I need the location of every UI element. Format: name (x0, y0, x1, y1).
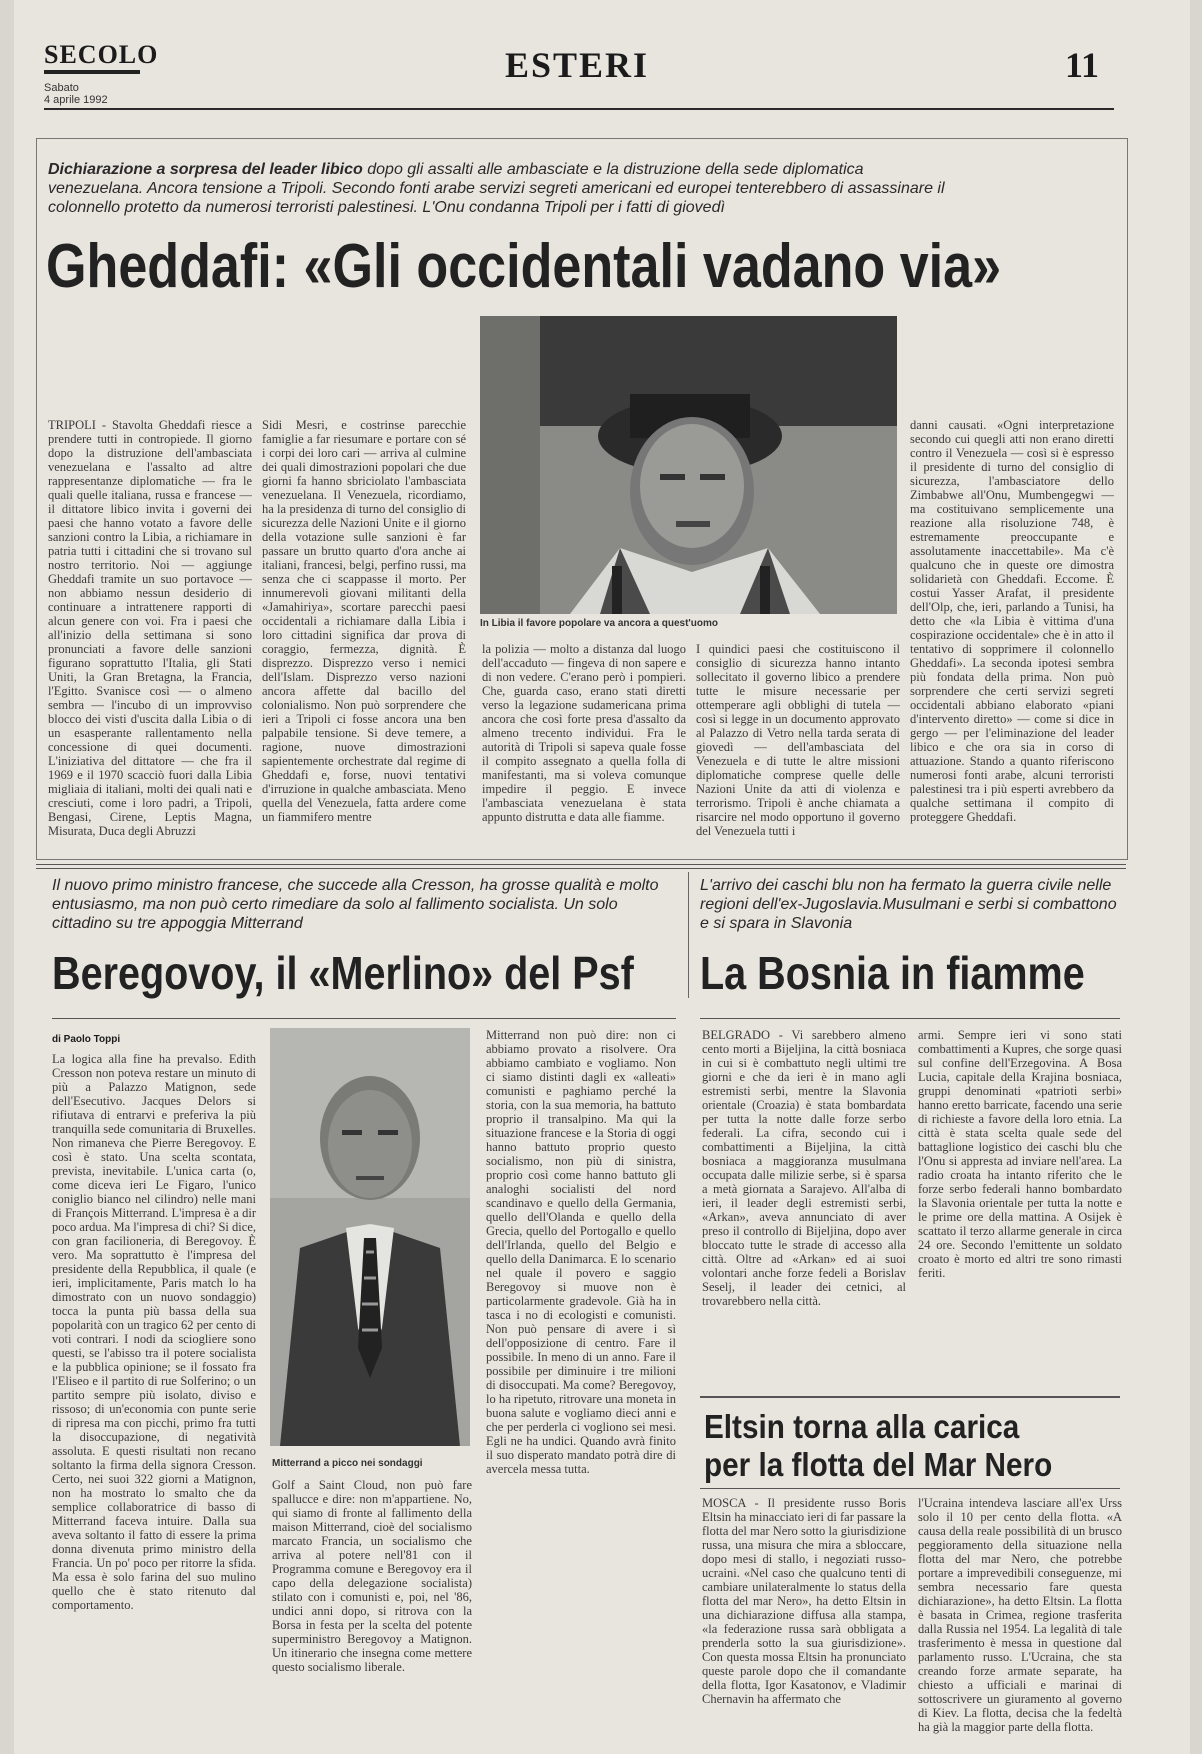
story2-column-3: Mitterrand non può dire: non ci abbiamo provato a risolvere. Ora abbiamo cambiato e vogliamo. Non ci siamo distinti dagli ex «alleati» comunisti e paghiamo perché la storia, con la sua memoria, ha battuto proprio il transalpino. Ma qui la situazione francese e la Storia di oggi hanno battuto proprio questo socialismo, non più di sinistra, proprio così come hanno battuto gli analoghi socialisti del nord scandinavo e quello della Germania, quello dell'Olanda e quello della Grecia, quello del Portogallo e quello dell'Irlanda, quello del Belgio e quello della Danimarca. E lo scenario nel quale il povero e saggio Beregovoy si muove non è particolarmente gradevole. Già ha in tasca i no di ecologisti e comunisti. Non può pensare di avere i sì dell'opposizione di centro. Fare il possibile. In meno di un anno. Fare il possibile per diminuire i tre milioni di disoccupati. Ma come? Beregovoy, lo ha ripetuto, ritrovare una moneta in buona salute e vogliamo dieci anni e che per perderla ci vogliono sei mesi. Egli ne ha undici. Quando avrà finito il suo disperato mandato potrà dire di avercela messa tutta. (486, 1028, 676, 1476)
logo-underline (44, 70, 140, 74)
page-number: 11 (1065, 45, 1100, 85)
beregovoy-photo-image (270, 1028, 470, 1446)
gheddafi-photo-image (480, 316, 897, 614)
newspaper-logo: SECOLO (44, 40, 159, 69)
story3-kicker: L'arrivo dei caschi blu non ha fermato la guerra civile nelle regioni dell'ex-Jugoslavia.Musulmani e serbi si combattono e si spara in Slavonia (700, 877, 1117, 932)
gheddafi-photo (480, 316, 897, 614)
story4-column-1: MOSCA - Il presidente russo Boris Eltsin ha minacciato ieri di far passare la flotta del mar Nero sotto la giurisdizione russa, una misura che mira a sbloccare, dopo mesi di stallo, i negoziati russo-ucraini. «Nel caso che qualcuno tenti di cambiare unilateralmente lo status della flotta del mar Nero», ha detto Eltsin in una dichiarazione diffusa alla stampa, «la federazione russa sarà obbligata a prenderla sotto la sua giurisdizione». Con questa mossa Eltsin ha pronunciato queste parole dopo che il comandante della flotta, Igor Kasatonov, e Vladimir Chernavin ha affermato che (702, 1496, 906, 1706)
story1-kicker-text: dopo gli assalti alle ambasciate e la distruzione della sede diplomatica venezuelana. Ancora tensione a Tripoli. Secondo fonti arabe servizi segreti americani ed europei tenterebbero di assassinare il colonnello protetto da numerosi terroristi palestinesi. L'Onu condanna Tripoli per i fatti di giovedì (48, 161, 945, 216)
beregovoy-photo (270, 1028, 470, 1446)
story2-column-1: La logica alla fine ha prevalso. Edith Cresson non poteva restare un minuto di più a Palazzo Matignon, sede dell'Esecutivo. Jacques Delors si rifiutava di entrarvi e preferiva la più tranquilla sede comunitaria di Bruxelles. Non rimaneva che Pierre Beregovoy. E così è stato. Una scelta scontata, prevista, inevitabile. L'unica carta (o, come diceva ieri Le Figaro, l'unico coniglio bianco nel cilindro) nelle mani di François Mitterrand. L'impresa è a dir poco ardua. Ma l'impresa di chi? Si dice, con gran facilioneria, di Beregovoy. È vero. Ma soprattutto è l'impresa del presidente della Repubblica, il quale (e ieri, implicitamente, Paris match lo ha dimostrato con un nuovo sondaggio) tocca la punta più bassa della sua popolarità con un tragico 62 per cento di voti contrari. I nodi da sciogliere sono questi, se l'abisso tra il potere socialista e la pubblica opinione; se il fossato fra l'Eliseo e il partito di rue Solferino; o un partito sempre più isolato, diviso e rissoso; di un'economia con punte serie di ripresa ma con picchi, primo fra tutti la disoccupazione, di negatività assoluta. E questi risultati non recano soltanto la firma della signora Cresson. Certo, nei suoi 322 giorni a Matignon, non ha mostrato lo smalto che da semplice collaboratrice di basso di Mitterrand faceva intuire. Dalla sua aveva soltanto il fatto di essere la prima donna divenuta primo ministro della Francia. Un po' poco per ritorre la sfida. Ma essa è solo farina del suo mulino quello che è stato ritenuto dal comportamento. (52, 1052, 256, 1612)
story4-headline-line-1: Eltsin torna alla carica (704, 1408, 1020, 1445)
story1-photo-caption: In Libia il favore popolare va ancora a quest'uomo (480, 618, 718, 629)
story2-rule (52, 1018, 676, 1019)
story1-kicker-lead: Dichiarazione a sorpresa del leader libico (48, 161, 363, 178)
story3-rule (700, 1018, 1120, 1019)
story2-photo-caption: Mitterrand a picco nei sondaggi (272, 1458, 423, 1469)
story4-column-2: l'Ucraina intendeva lasciare all'ex Urss solo il 10 per cento della flotta. «A causa della reale possibilità di un brusco peggioramento della situazione nella flotta del mar Nero, che potrebbe portare a imprevedibili conseguenze, mi sembra necessario fare questa dichiarazione», ha detto Eltsin. La flotta è basata in Crimea, regione trasferita dalla Russia nel 1954. La legalità di tale trasferimento è messa in questione dal parlamento russo. L'Ucraina, che sta creando forze armate separate, ha chiesto a ufficiali e marinai di sottoscrivere un giuramento al governo di Kiev. La flotta, decisa che la fedeltà ha già la maggior parte della flotta. (918, 1496, 1122, 1734)
issue-weekday: Sabato (44, 82, 79, 94)
story1-column-5: danni causati. «Ogni interpretazione secondo cui quegli atti non erano diretti contro il Venezuela — così si è espresso il presidente di turno del consiglio di sicurezza, l'ambasciatore dello Zimbabwe all'Onu, Mumbengegwi — ma costituivano semplicemente una reazione alla risoluzione 748, è estremamente preoccupante e assolutamente inaccettabile». Ma c'è qualcuno che in queste ore dimostra solidarietà con Gheddafi. Eccome. È costui Yasser Arafat, il presidente dell'Olp, che, ieri, parlando a Tunisi, ha detto che «la Libia è vittima d'una cospirazione occidentale» che è in atto il tentativo di sopprimere il colonnello Gheddafi». La seconda ipotesi sembra più fondata della prima. Non può sorprendere che certi servizi segreti occidentali abbiano elaborato «piani d'intervento diretto» — come si dice in gergo — per l'eliminazione del leader libico e che ora sia in corso di attuazione. Stando a quanto riferiscono numerosi fonti arabe, alcuni terroristi palestinesi tra i più esperti avrebbero da qualche settimana il compito di proteggere Gheddafi. (910, 418, 1114, 824)
story1-column-1: TRIPOLI - Stavolta Gheddafi riesce a prendere tutti in contropiede. Il giorno dopo la distruzione dell'ambasciata venezuelana e l'assalto ad altre rappresentanze diplomatiche — fra le quali quelle italiana, russa e francese — il dittatore libico invita i governi dei paesi che hanno votato a favore delle sanzioni contro la Libia, a richiamare in patria tutti i cittadini che si trovano sul nostro territorio. Noi — aggiunge Gheddafi tramite un suo portavoce — non abbiamo nessun desiderio di continuare a intrattenere rapporti di alcun genere con voi. Fra i paesi che all'inizio della settimana si sono pronunciati a favore delle sanzioni figurano soprattutto l'Italia, gli Stati Uniti, la Gran Bretagna, la Francia, l'Egitto. Svanisce così — o almeno sembra — l'incubo di un improvviso blocco dei visti d'uscita dalla Libia o di un esasperante rallentamento nella concessione di quei documenti. L'iniziativa del dittatore — che fra il 1969 e il 1970 scacciò fuori dalla Libia migliaia di italiani, molti dei quali nati e cresciuti, come i loro padri, a Tripoli, Bengasi, Cirene, Leptis Magna, Misurata, Duca degli Abruzzi (48, 418, 252, 838)
masthead-rule (44, 108, 1114, 110)
issue-full-date: 4 aprile 1992 (44, 94, 108, 106)
story1-column-4: I quindici paesi che costituiscono il consiglio di sicurezza hanno intanto sollecitato il governo libico a prendere tutte le misure necessarie per ottemperare agli obblighi di tutela — così si legge in un documento approvato al Palazzo di Vetro nella tarda serata di giovedì — dell'ambasciata del Venezuela e di tutte le altre missioni diplomatiche comprese quelle delle Nazioni Unite da atti di violenza e terrorismo. Tripoli è anche chiamata a risarcire nel modo opportuno il governo del Venezuela tutti i (696, 642, 900, 838)
story4-headline (704, 1408, 1052, 1484)
story2-byline: di Paolo Toppi (52, 1034, 121, 1045)
story1-headline: Gheddafi: «Gli occidentali vadano via» (46, 232, 1002, 301)
story-divider (36, 864, 1126, 869)
section-title: ESTERI (505, 45, 650, 85)
story3-headline: La Bosnia in fiamme (700, 947, 1085, 999)
story4-top-rule (700, 1396, 1120, 1398)
story3-column-1: BELGRADO - Vi sarebbero almeno cento morti a Bijeljina, la città bosniaca in cui si è combattuto negli ultimi tre giorni e che da ieri è in mano agli estremisti serbi, mentre la Slavonia orientale (Croazia) è stata bombardata per tutta la notte dalle forze serbo federali. La cifra, secondo cui i combattimenti a Bijeljina, la città bosniaca a maggioranza musulmana occupata dalle milizie serbe, si è sparsa a metà giornata a Sarajevo. All'alba di ieri, il leader degli estremisti serbi, «Arkan», aveva annunciato di aver preso il controllo di Bijeljina, dopo aver bloccato tutte le strade di accesso alla città. Oltre ad «Arkan» ed ai suoi volontari anche forze fedeli a Borislav Seselj, il leader dei cetnici, al trovarebbero nella città. (702, 1028, 906, 1308)
story2-column-2: Golf a Saint Cloud, non può fare spallucce e dire: non m'appartiene. No, qui siamo di fronte al fallimento della maison Mitterrand, cioè del socialismo marcato Francia, un socialismo che arriva al potere nell'81 con il Programma comune e Beregovoy era il capo della delegazione socialista) stilato con i comunisti e, poi, nel '86, undici anni dopo, si ritrova con la Borsa in festa per la scelta del potente superministro Beregovoy a Matignon. Un itinerario che insegna come mettere questo socialismo liberale. (272, 1478, 472, 1674)
story4-headline-line-2: per la flotta del Mar Nero (704, 1446, 1053, 1483)
story1-kicker (48, 160, 948, 217)
story3-column-2: armi. Sempre ieri vi sono stati combattimenti a Kupres, che sorge quasi sul confine dell'Erzegovina. A Bosa Lucia, capitale della Krajina bosniaca, gruppi denominati «patrioti serbi» hanno eretto barricate, facendo una serie di richieste a favore della loro etnia. La città è stata scelta quale sede del battaglione logistico dei caschi blu che l'Onu si appresta ad inviare nell'area. La radio croata ha intanto riferito che le forze serbo federali hanno bombardato la Slavonia orientale per tutta la notte e le prime ore della mattina. A Osijek è scattato il terzo allarme generale in circa 24 ore. Secondo l'emittente un soldato croato è morto ed altri tre sono rimasti feriti. (918, 1028, 1122, 1280)
column-divider (688, 872, 689, 998)
story2-kicker: Il nuovo primo ministro francese, che succede alla Cresson, ha grosse qualità e molto entusiasmo, ma non può certo rimediare da solo al fallimento socialista. Un solo cittadino su tre appoggia Mitterrand (52, 877, 659, 932)
story1-column-2: Sidi Mesri, e costrinse parecchie famiglie a far riesumare e portare con sé i corpi dei loro cari — arriva al culmine dei quali dimostrazioni popolari che due giorni fa hanno sbriciolato l'ambasciata venezuelana. Il Venezuela, ricordiamo, ha la presidenza di turno del consiglio di sicurezza delle Nazioni Unite e il giorno della votazione sulle sanzioni è far passare un brutto quarto d'ora anche ai italiani, francesi, belgi, perfino russi, ma senza che ci scappasse il morto. Per innumerevoli giovani militanti della «Jamahiriya», scortare parecchi paesi occidentali a richiamare dalla Libia i loro cittadini significa dar prova di coraggio, fermezza, dignità. È disprezzo. Disprezzo verso i nemici dell'Islam. Disprezzo verso nazioni ancora affette dal bacillo del colonialismo. Non può sorprendere che ieri a Tripoli ci fosse ancora una ben palpabile tensione. Si deve temere, a ragione, nuove dimostrazioni sapientemente orchestrate dal regime di Gheddafi e, forse, nuovi tentativi d'irruzione in qualche ambasciata. Meno quella del Venezuela, fatta ardere come un fiammifero mentre (262, 418, 466, 824)
story4-rule (700, 1488, 1120, 1489)
story1-column-3: la polizia — molto a distanza dal luogo dell'accaduto — fingeva di non sapere e di non vedere. C'erano però i pompieri. Che, guarda caso, erano stati diretti verso la legazione sudamericana prima ancora che così forte presa d'assalto da almeno trecento individui. Fra le autorità di Tripoli si sapeva quale fosse il compito assegnato a quella folla di manifestanti, ma si voleva comunque impedire il peggio. E invece l'ambasciata venezuelana è stata appunto distrutta e data alle fiamme. (482, 642, 686, 824)
issue-date (44, 82, 164, 106)
story2-headline: Beregovoy, il «Merlino» del Psf (52, 947, 634, 999)
